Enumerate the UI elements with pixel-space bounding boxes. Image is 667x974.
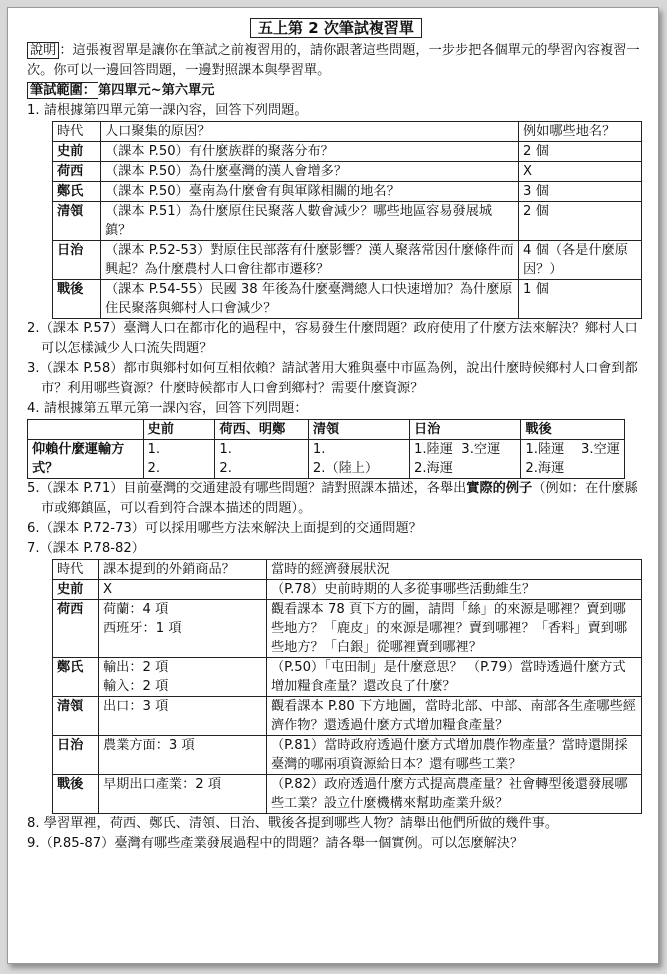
example-cell: X bbox=[519, 162, 642, 182]
era-cell: 清領 bbox=[53, 202, 101, 241]
table-row bbox=[53, 241, 642, 280]
transport-cell: 1.陸運 3.空運 2.海運 bbox=[521, 440, 625, 479]
table-row bbox=[53, 697, 642, 736]
col-header-status: 當時的經濟發展狀況 bbox=[267, 560, 642, 580]
table-row bbox=[53, 142, 642, 162]
col-header-japanese: 日治 bbox=[409, 420, 520, 440]
status-cell: （P.50）「屯田制」是什麼意思？ （P.79）當時透過什麼方式增加糧食產量？還改良了什麼？ bbox=[267, 658, 642, 697]
question-5: 5.（課本 P.71）目前臺灣的交通建設有哪些問題？請對照課本描述，各舉出實際的例子（例如：在什麼縣市或鄉鎮區，可以看到符合課本描述的問題）。 bbox=[27, 481, 638, 516]
table-row bbox=[53, 658, 642, 697]
status-cell: 觀看課本 P.80 下方地圖，當時北部、中部、南部各生產哪些經濟作物？還透過什麼方式增加糧食產量？ bbox=[267, 697, 642, 736]
example-cell: 2 個 bbox=[519, 142, 642, 162]
table-header-row bbox=[53, 122, 642, 142]
transport-cell: 1. 2.（陸上） bbox=[308, 440, 409, 479]
era-cell: 荷西 bbox=[53, 600, 99, 658]
goods-cell: 出口：3 項 bbox=[99, 697, 267, 736]
goods-cell: 早期出口產業：2 項 bbox=[99, 775, 267, 814]
era-cell: 史前 bbox=[53, 580, 99, 600]
question-9: 9.（P.85-87）臺灣有哪些產業發展過程中的問題？請各舉一個實例。可以怎麼解決？ bbox=[27, 836, 524, 851]
example-cell: 3 個 bbox=[519, 182, 642, 202]
table-row bbox=[53, 736, 642, 775]
col-header-era: 時代 bbox=[53, 560, 99, 580]
col-header-example: 例如哪些地名？ bbox=[519, 122, 642, 142]
question-3: 3.（課本 P.58）都市與鄉村如何互相依賴？請試著用大雅與臺中市區為例，說出什麼時候鄉村人口會到都市？利用哪些資源？什麼時候都市人口會到鄉村？需要什麼資源？ bbox=[27, 361, 638, 396]
question-8: 8. 學習單裡，荷西、鄭氏、清領、日治、戰後各提到哪些人物？請舉出他們所做的幾件事。 bbox=[27, 816, 559, 831]
goods-cell: 輸出：2 項 輸入：2 項 bbox=[99, 658, 267, 697]
era-cell: 荷西 bbox=[53, 162, 101, 182]
transport-table bbox=[27, 419, 625, 479]
reason-cell: （課本 P.50）有什麼族群的聚落分布？ bbox=[101, 142, 519, 162]
table-row bbox=[28, 440, 625, 479]
table-row bbox=[53, 182, 642, 202]
col-header-goods: 課本提到的外銷商品？ bbox=[99, 560, 267, 580]
scope-text: 第四單元~第六單元 bbox=[97, 83, 215, 98]
reason-cell: （課本 P.52-53）對原住民部落有什麼影響？漢人聚落常因什麼條件而興起？為什麼農村人口會往都市遷移？ bbox=[101, 241, 519, 280]
table-row bbox=[53, 202, 642, 241]
example-cell: 2 個 bbox=[519, 202, 642, 241]
era-cell: 清領 bbox=[53, 697, 99, 736]
status-cell: （P.78）史前時期的人多從事哪些活動維生？ bbox=[267, 580, 642, 600]
table-header-row bbox=[28, 420, 625, 440]
reason-cell: （課本 P.54-55）民國 38 年後為什麼臺灣總人口快速增加？為什麼原住民聚落與鄉村人口會減少？ bbox=[101, 280, 519, 319]
status-cell: （P.82）政府透過什麼方式提高農產量？社會轉型後還發展哪些工業？設立什麼機構來幫助產業升級？ bbox=[267, 775, 642, 814]
col-header-qing: 清領 bbox=[308, 420, 409, 440]
question-4: 4. 請根據第五單元第一課內容，回答下列問題： bbox=[27, 401, 308, 416]
era-cell: 鄭氏 bbox=[53, 658, 99, 697]
col-header-dutch-spanish: 荷西、明鄭 bbox=[215, 420, 308, 440]
question-7: 7.（課本 P.78-82） bbox=[27, 541, 145, 556]
transport-row-head: 仰賴什麼運輸方式？ bbox=[28, 440, 144, 479]
reason-cell: （課本 P.50）為什麼臺灣的漢人會增多？ bbox=[101, 162, 519, 182]
table-row bbox=[53, 280, 642, 319]
economy-table bbox=[52, 559, 642, 814]
transport-cell: 1. 2. bbox=[215, 440, 308, 479]
worksheet-content bbox=[27, 16, 645, 854]
col-header-prehistory: 史前 bbox=[143, 420, 215, 440]
era-cell: 史前 bbox=[53, 142, 101, 162]
scope-label: 筆試範圍： bbox=[27, 82, 98, 99]
status-cell: 觀看課本 78 頁下方的圖，請問「絲」的來源是哪裡？賣到哪些地方？「鹿皮」的來源是哪裡？賣到哪裡？「香料」賣到哪些地方？「白銀」從哪裡賣到哪裡？ bbox=[267, 600, 642, 658]
era-cell: 戰後 bbox=[53, 280, 101, 319]
reason-cell: （課本 P.51）為什麼原住民聚落人數會減少？哪些地區容易發展城鎮？ bbox=[101, 202, 519, 241]
transport-cell: 1. 2. bbox=[143, 440, 215, 479]
goods-cell: X bbox=[99, 580, 267, 600]
era-cell: 鄭氏 bbox=[53, 182, 101, 202]
col-header-postwar: 戰後 bbox=[521, 420, 625, 440]
question-1: 1. 請根據第四單元第一課內容，回答下列問題。 bbox=[27, 103, 308, 118]
table-row bbox=[53, 775, 642, 814]
table-row bbox=[53, 162, 642, 182]
col-header-era: 時代 bbox=[53, 122, 101, 142]
era-cell: 日治 bbox=[53, 736, 99, 775]
transport-cell: 1.陸運 3.空運 2.海運 bbox=[409, 440, 520, 479]
question-6: 6.（課本 P.72-73）可以採用哪些方法來解決上面提到的交通問題？ bbox=[27, 521, 422, 536]
intro-label: 說明 bbox=[27, 42, 59, 59]
table-row bbox=[53, 600, 642, 658]
exam-scope bbox=[27, 81, 645, 101]
example-cell: 1 個 bbox=[519, 280, 642, 319]
col-header-reason: 人口聚集的原因？ bbox=[101, 122, 519, 142]
status-cell: （P.81）當時政府透過什麼方式增加農作物產量？當時還開採臺灣的哪兩項資源給日本？還有哪些工業？ bbox=[267, 736, 642, 775]
table-row bbox=[53, 580, 642, 600]
intro-paragraph bbox=[27, 41, 645, 81]
population-table bbox=[52, 121, 642, 319]
col-header-blank bbox=[28, 420, 144, 440]
question-2: 2.（課本 P.57）臺灣人口在都市化的過程中，容易發生什麼問題？政府使用了什麼方法來解決？鄉村人口可以怎樣減少人口流失問題？ bbox=[27, 321, 638, 356]
goods-cell: 農業方面：3 項 bbox=[99, 736, 267, 775]
era-cell: 戰後 bbox=[53, 775, 99, 814]
era-cell: 日治 bbox=[53, 241, 101, 280]
page-title: 五上第 2 次筆試複習單 bbox=[27, 18, 645, 38]
reason-cell: （課本 P.50）臺南為什麼會有與軍隊相關的地名？ bbox=[101, 182, 519, 202]
table-header-row bbox=[53, 560, 642, 580]
intro-text: ：這張複習單是讓你在筆試之前複習用的，請你跟著這些問題，一步步把各個單元的學習內容複習一次。你可以一邊回答問題，一邊對照課本與學習單。 bbox=[27, 43, 640, 78]
goods-cell: 荷蘭：4 項 西班牙：1 項 bbox=[99, 600, 267, 658]
example-cell: 4 個（各是什麼原因？） bbox=[519, 241, 642, 280]
worksheet-page bbox=[7, 7, 659, 964]
